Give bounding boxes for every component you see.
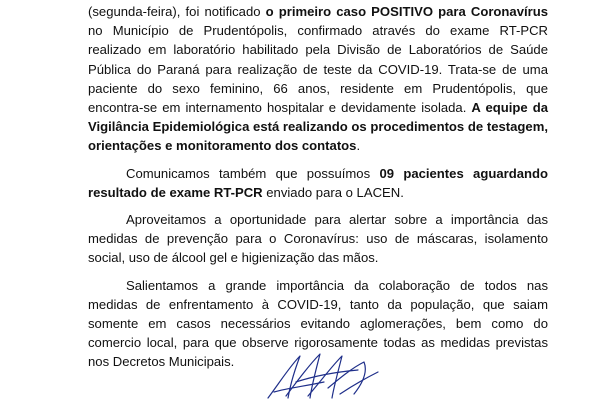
document-body xyxy=(88,2,548,380)
bold-text-run: A equipe da Vigilância Epidemiológica está realizando os procedimentos de testagem, orientações e monitoramento dos contatos xyxy=(88,100,548,154)
bold-text-run: o primeiro caso POSITIVO para Coronavírus xyxy=(265,4,548,19)
bold-text-run: 09 pacientes aguardando resultado de exame RT-PCR xyxy=(88,165,548,200)
text-run: Salientamos a grande importância da colaboração de todos nas medidas de enfrentamento à COVID-19, tanto da população, que saiam somente em casos necessários evitando aglomerações, bem como do comercio local, para que observe rigorosamente todas as medidas previstas nos Decretos Municipais. xyxy=(88,277,548,370)
text-run: . xyxy=(356,138,361,154)
paragraph-prevention xyxy=(88,210,548,268)
text-run: Aproveitamos a oportunidade para alertar sobre a importância das medidas de prevenção para o Coronavírus: uso de máscaras, isolamento social, uso de álcool gel e higienização das mãos. xyxy=(88,212,548,266)
paragraph-case-notification xyxy=(88,2,548,156)
signature-name-cropped xyxy=(226,393,326,400)
text-run: Comunicamos também que possuímos xyxy=(126,165,380,181)
text-run: no Município de Prudentópolis, confirmado através do exame RT-PCR realizado em laboratório habilitado pela Divisão de Laboratórios de Saúde Pública do Paraná para realização de teste da COVID-19. Trata-se de uma paciente do sexo feminino, 66 anos, residente em Prudentópolis, que encontra-se em internamento hospitalar e devidamente isolada. xyxy=(88,23,548,116)
text-run: (segunda-feira), foi notificado xyxy=(88,4,266,19)
text-run: enviado para o LACEN. xyxy=(262,184,404,200)
paragraph-pending-tests xyxy=(88,164,548,202)
